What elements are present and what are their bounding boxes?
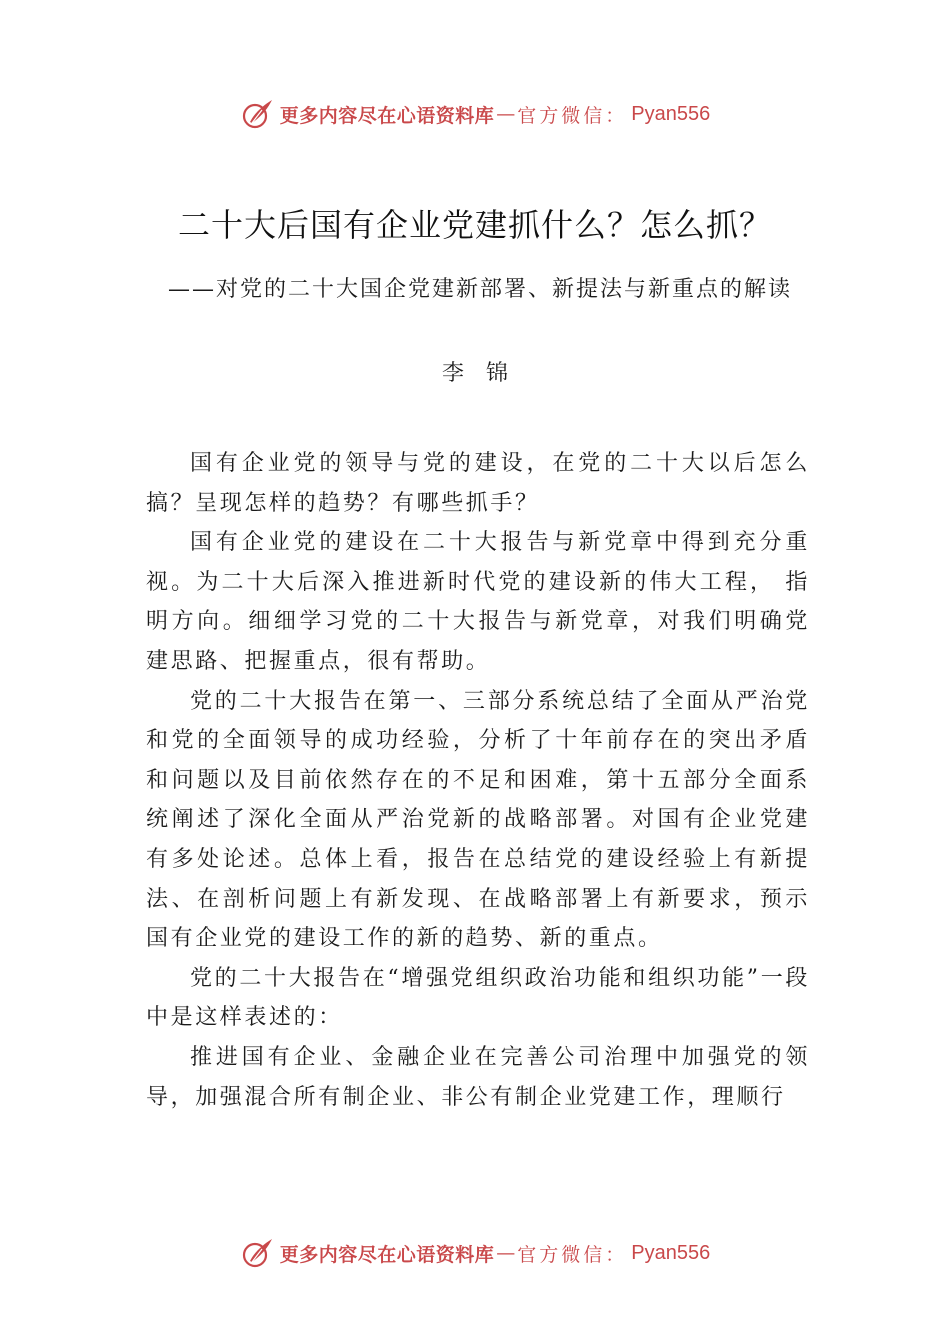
document-author: 李锦: [441, 361, 530, 386]
watermark-brand: 更多内容尽在心语资料库: [279, 1243, 495, 1266]
watermark-dash: —: [496, 1242, 516, 1264]
feather-pen-icon: [240, 1235, 276, 1271]
document-subtitle: ——对党的二十大国企党建新部署、新提法与新重点的解读: [167, 277, 792, 302]
watermark-wechat-id: Pyan556: [631, 1241, 711, 1264]
watermark-dash: —: [496, 103, 516, 125]
paragraph: 国有企业党的领导与党的建设，在党的二十大以后怎么搞？呈现怎样的趋势？有哪些抓手？: [146, 451, 810, 516]
watermark-official-label: 官方微信：: [517, 1243, 628, 1266]
paragraph: 推进国有企业、金融企业在完善公司治理中加强党的领导，加强混合所有制企业、非公有制企业党建工作，理顺行: [146, 1044, 810, 1110]
footer-watermark: [0, 1233, 950, 1273]
watermark-brand: 更多内容尽在心语资料库: [279, 104, 495, 127]
watermark-official-label: 官方微信：: [517, 104, 628, 127]
paragraph: 党的二十大报告在“增强党组织政治功能和组织功能”一段中是这样表述的：: [146, 965, 810, 1031]
paragraph: 党的二十大报告在第一、三部分系统总结了全面从严治党和党的全面领导的成功经验，分析了十年前存在的突出矛盾和问题以及目前依然存在的不足和困难，第十五部分全面系统阐述了深化全面从严治党新的战略部署。对国有企业党建有多处论述。总体上看，报告在总结党的建设经验上有新提法、在剖析问题上有新发现、在战略部署上有新要求，预示国有企业党的建设工作的新的趋势、新的重点。: [146, 688, 810, 952]
watermark-wechat-id: Pyan556: [631, 102, 711, 125]
feather-pen-icon: [240, 96, 276, 132]
document-body: [146, 444, 810, 1117]
header-watermark: [0, 94, 950, 134]
document-title: 二十大后国有企业党建抓什么？怎么抓？: [177, 206, 772, 244]
paragraph: 国有企业党的建设在二十大报告与新党章中得到充分重视。为二十大后深入推进新时代党的建设新的伟大工程， 指明方向。细细学习党的二十大报告与新党章，对我们明确党建思路、把握重点，很有帮助。: [146, 530, 810, 674]
